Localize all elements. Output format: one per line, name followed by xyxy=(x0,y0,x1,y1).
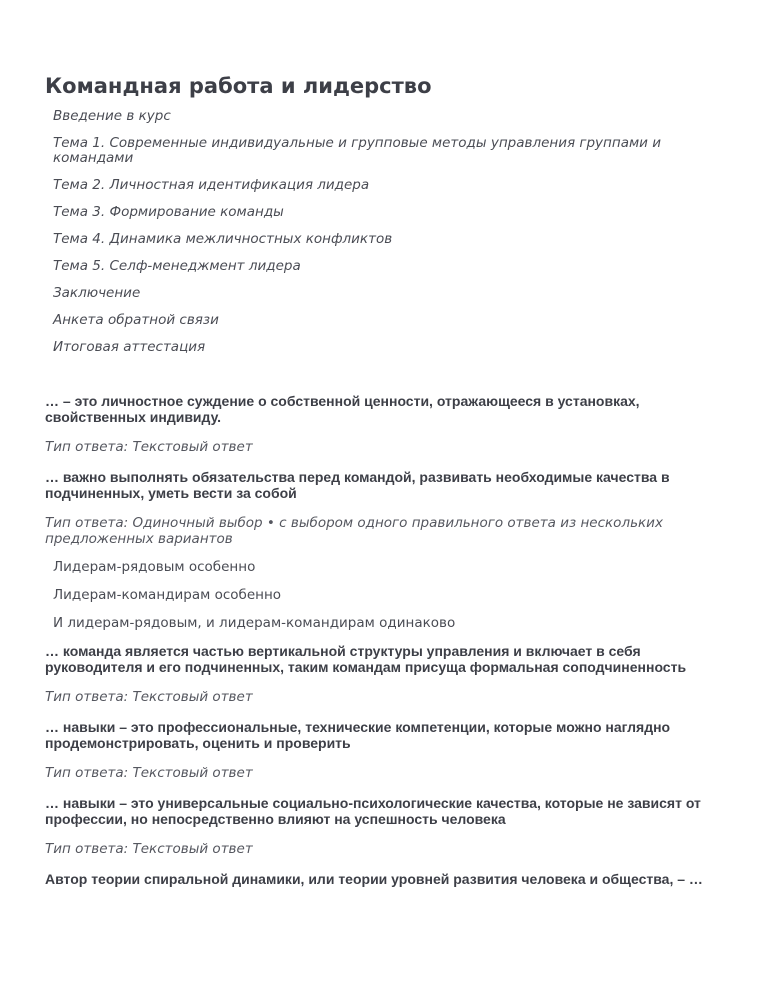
question-text: Автор теории спиральной динамики, или теории уровней развития человека и общества, – … xyxy=(45,871,703,887)
answer-option: Лидерам-рядовым особенно xyxy=(53,559,256,575)
toc-item[interactable]: Тема 5. Селф-менеджмент лидера xyxy=(53,258,301,274)
question-block xyxy=(45,643,735,705)
question-block xyxy=(45,871,735,887)
toc-item[interactable]: Тема 3. Формирование команды xyxy=(53,204,284,220)
answer-type: Тип ответа: Текстовый ответ xyxy=(45,439,253,455)
toc-item[interactable]: Итоговая аттестация xyxy=(53,339,206,355)
answer-type: Тип ответа: Одиночный выбор • с выбором одного правильного ответа из нескольких предложенных вариантов xyxy=(45,515,663,547)
toc-item[interactable]: Тема 1. Современные индивидуальные и групповые методы управления группами и командами xyxy=(53,135,661,166)
answer-type: Тип ответа: Текстовый ответ xyxy=(45,689,253,705)
toc-item[interactable]: Тема 2. Личностная идентификация лидера xyxy=(53,177,370,193)
question-block xyxy=(45,795,735,857)
answer-type: Тип ответа: Текстовый ответ xyxy=(45,765,253,781)
question-text: … важно выполнять обязательства перед командой, развивать необходимые качества в подчиненных, уметь вести за собой xyxy=(45,469,670,501)
toc-item[interactable]: Введение в курс xyxy=(53,108,171,124)
question-text: … навыки – это профессиональные, технические компетенции, которые можно наглядно продемонстрировать, оценить и проверить xyxy=(45,719,671,751)
toc-item[interactable]: Тема 4. Динамика межличностных конфликтов xyxy=(53,231,393,247)
toc-item[interactable]: Заключение xyxy=(53,285,141,301)
answer-options xyxy=(45,559,735,631)
question-block xyxy=(45,393,735,455)
answer-option: И лидерам-рядовым, и лидерам-командирам одинаково xyxy=(53,615,456,631)
question-list xyxy=(45,393,735,887)
question-text: … команда является частью вертикальной структуры управления и включает в себя руководителя и его подчиненных, таким командам присуща формальная соподчиненность xyxy=(45,643,687,675)
answer-option: Лидерам-командирам особенно xyxy=(53,587,282,603)
question-text: … – это личностное суждение о собственной ценности, отражающееся в установках, свойственных индивиду. xyxy=(45,393,640,425)
toc-item[interactable]: Анкета обратной связи xyxy=(53,312,219,328)
course-title: Командная работа и лидерство xyxy=(45,74,432,98)
question-block xyxy=(45,469,735,631)
question-block xyxy=(45,719,735,781)
answer-type: Тип ответа: Текстовый ответ xyxy=(45,841,253,857)
document-page xyxy=(45,73,735,901)
question-text: … навыки – это универсальные социально-психологические качества, которые не зависят от профессии, но непосредственно влияют на успешность человека xyxy=(45,795,701,827)
table-of-contents xyxy=(45,109,735,355)
